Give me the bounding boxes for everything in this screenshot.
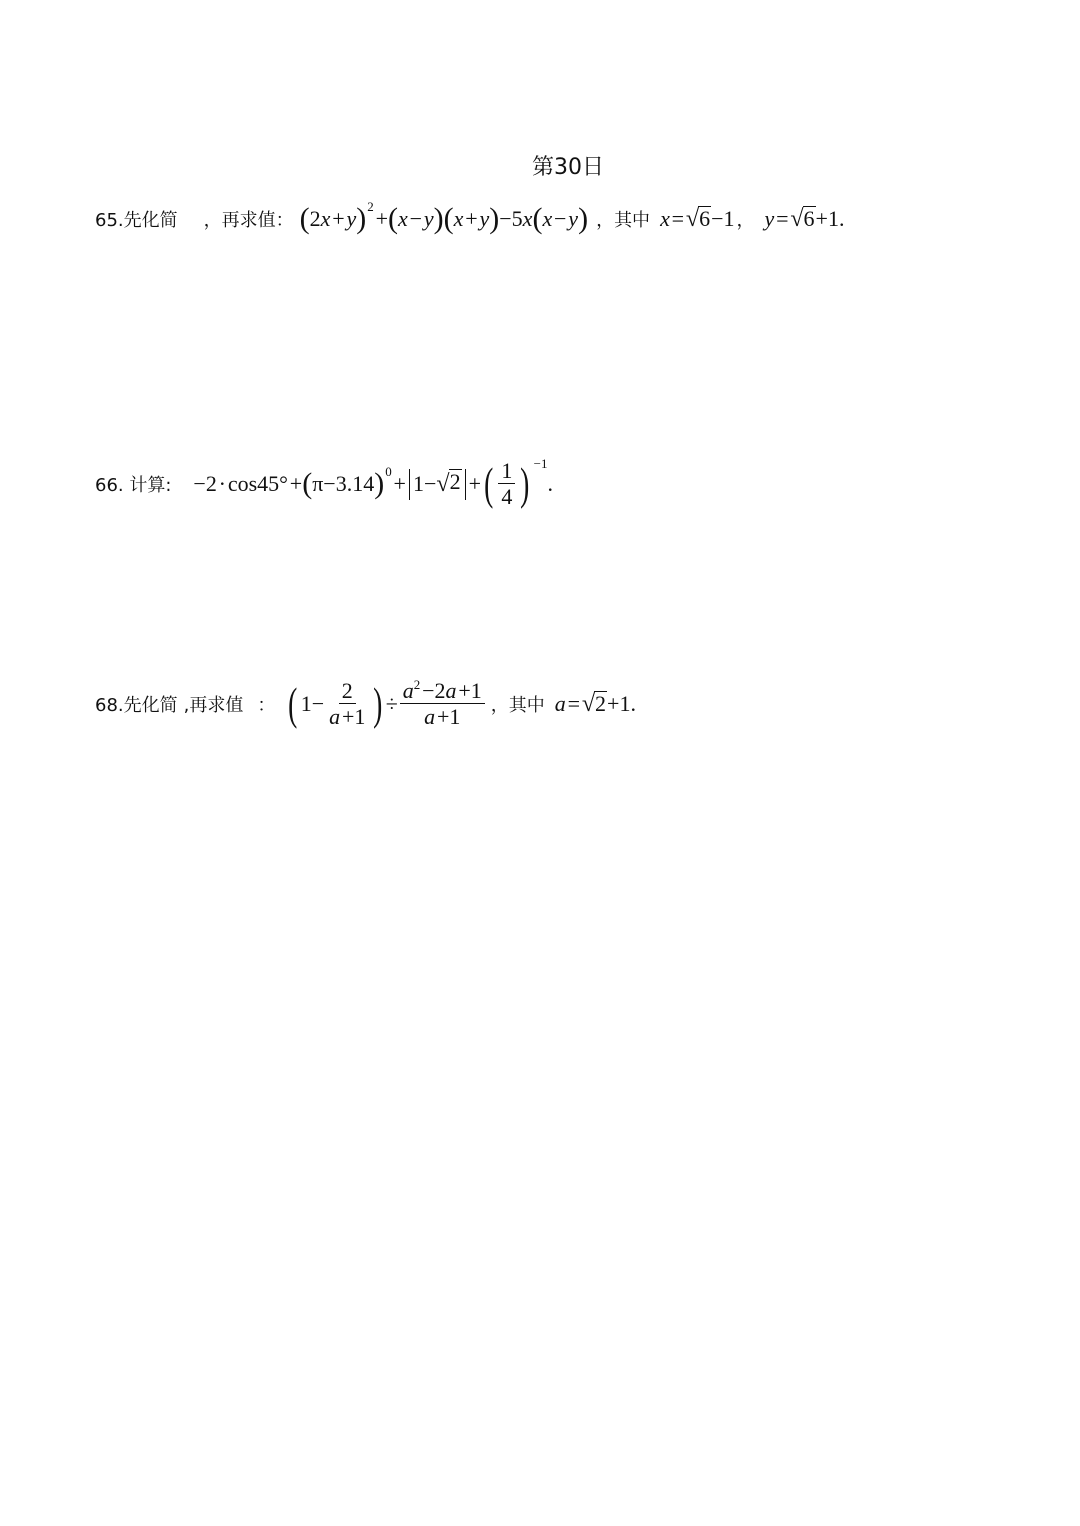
problem-65: 65.先化简 ，再求值： ( 2 x + y ) 2 + ( x − y )( x + y ) −5 x ( x − y ) ， 其中 x = √ 6 −1 ， y = √ 6 +1. — [95, 199, 845, 235]
problem-68: 68.先化简 ,再求值 ： ( 1− $\frac{2}{a +1}$ ) ÷ $\frac{a^2 -2a +1}{a +1}$ ， 其中 a = √ 2 +1. — [95, 677, 636, 730]
problem-68-condition: a = √ 2 +1. — [554, 690, 636, 717]
problem-68-number-label: 68.先化简 — [95, 695, 178, 717]
problem-66-number-label: 66. 计算: — [95, 475, 172, 497]
problem-65-expression: ( 2 x + y ) 2 + ( x − y )( x + y ) −5 x ( x − y ) — [299, 199, 589, 235]
problem-65-condition-prefix: 其中 — [614, 210, 651, 231]
problem-65-condition-2: y = √ 6 +1. — [764, 205, 845, 232]
problem-65-number-label: 65.先化简 — [95, 210, 178, 231]
problem-65-instruction: ，再求值： — [203, 210, 294, 231]
page-title: 第30日 — [532, 155, 604, 180]
problem-66 — [95, 458, 553, 511]
problem-65-condition-1: x = √ 6 −1 ， — [660, 205, 755, 232]
problem-68-colon: ： — [257, 695, 276, 717]
problem-68-expression: ( 1− $\frac{2}{a +1}$ ) ÷ $\frac{a^2 -2a +1}{a +1}$ — [285, 678, 486, 731]
problem-66-expression: −2 · cos45° + ( π−3.14 ) 0 + 1− √ 2 + ( $\frac{1}{4}$ ) −1 . — [193, 456, 553, 510]
problem-68-condition-prefix: 其中 — [508, 695, 545, 717]
problem-68-instruction: ,再求值 — [183, 695, 244, 717]
